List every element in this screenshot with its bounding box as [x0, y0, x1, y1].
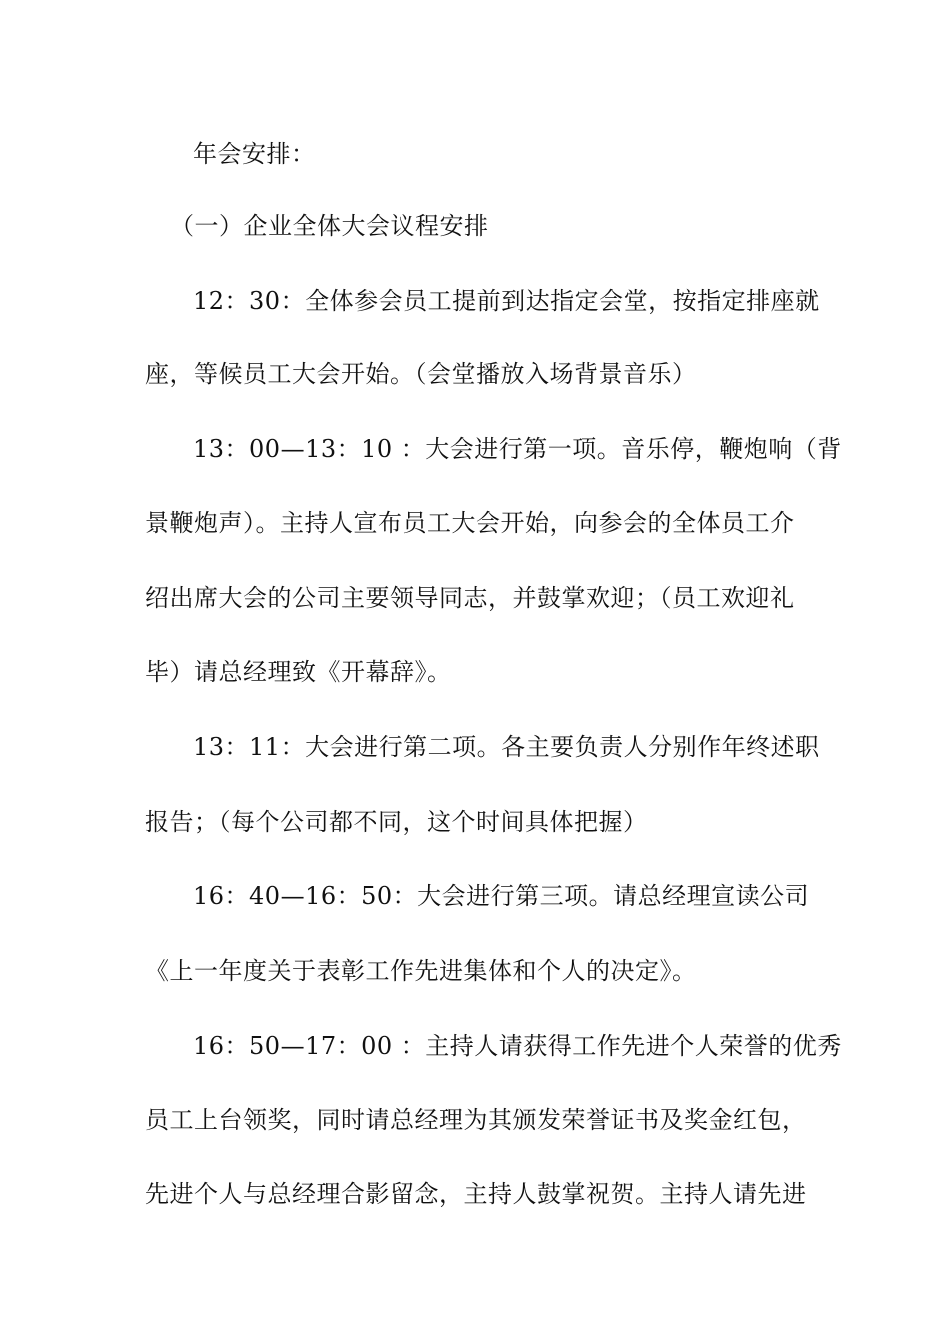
- paragraph-line: 先进个人与总经理合影留念，主持人鼓掌祝贺。主持人请先进: [145, 1180, 807, 1208]
- paragraph-line: 16：40—16：50：大会进行第三项。请总经理宣读公司: [193, 882, 810, 910]
- section-title: （一）企业全体大会议程安排: [170, 212, 489, 240]
- paragraph-line: 绍出席大会的公司主要领导同志，并鼓掌欢迎；（员工欢迎礼: [145, 584, 795, 612]
- paragraph-line: 13：11：大会进行第二项。各主要负责人分别作年终述职: [193, 733, 820, 761]
- paragraph-line: 毕）请总经理致《开幕辞》。: [145, 658, 452, 686]
- paragraph-line: 12：30：全体参会员工提前到达指定会堂，按指定排座就: [193, 287, 820, 315]
- paragraph-line: 座，等候员工大会开始。（会堂播放入场背景音乐）: [145, 360, 697, 388]
- paragraph-line: 《上一年度关于表彰工作先进集体和个人的决定》。: [145, 957, 697, 985]
- paragraph-line: 报告；（每个公司都不同，这个时间具体把握）: [145, 808, 648, 836]
- document-heading: 年会安排：: [193, 140, 316, 168]
- paragraph-line: 13：00—13：10 ：大会进行第一项。音乐停，鞭炮响（背: [193, 435, 842, 463]
- paragraph-line: 16：50—17：00 ：主持人请获得工作先进个人荣誉的优秀: [193, 1032, 842, 1060]
- paragraph-line: 景鞭炮声）。主持人宣布员工大会开始，向参会的全体员工介: [145, 509, 795, 537]
- paragraph-line: 员工上台领奖，同时请总经理为其颁发荣誉证书及奖金红包，: [145, 1106, 807, 1134]
